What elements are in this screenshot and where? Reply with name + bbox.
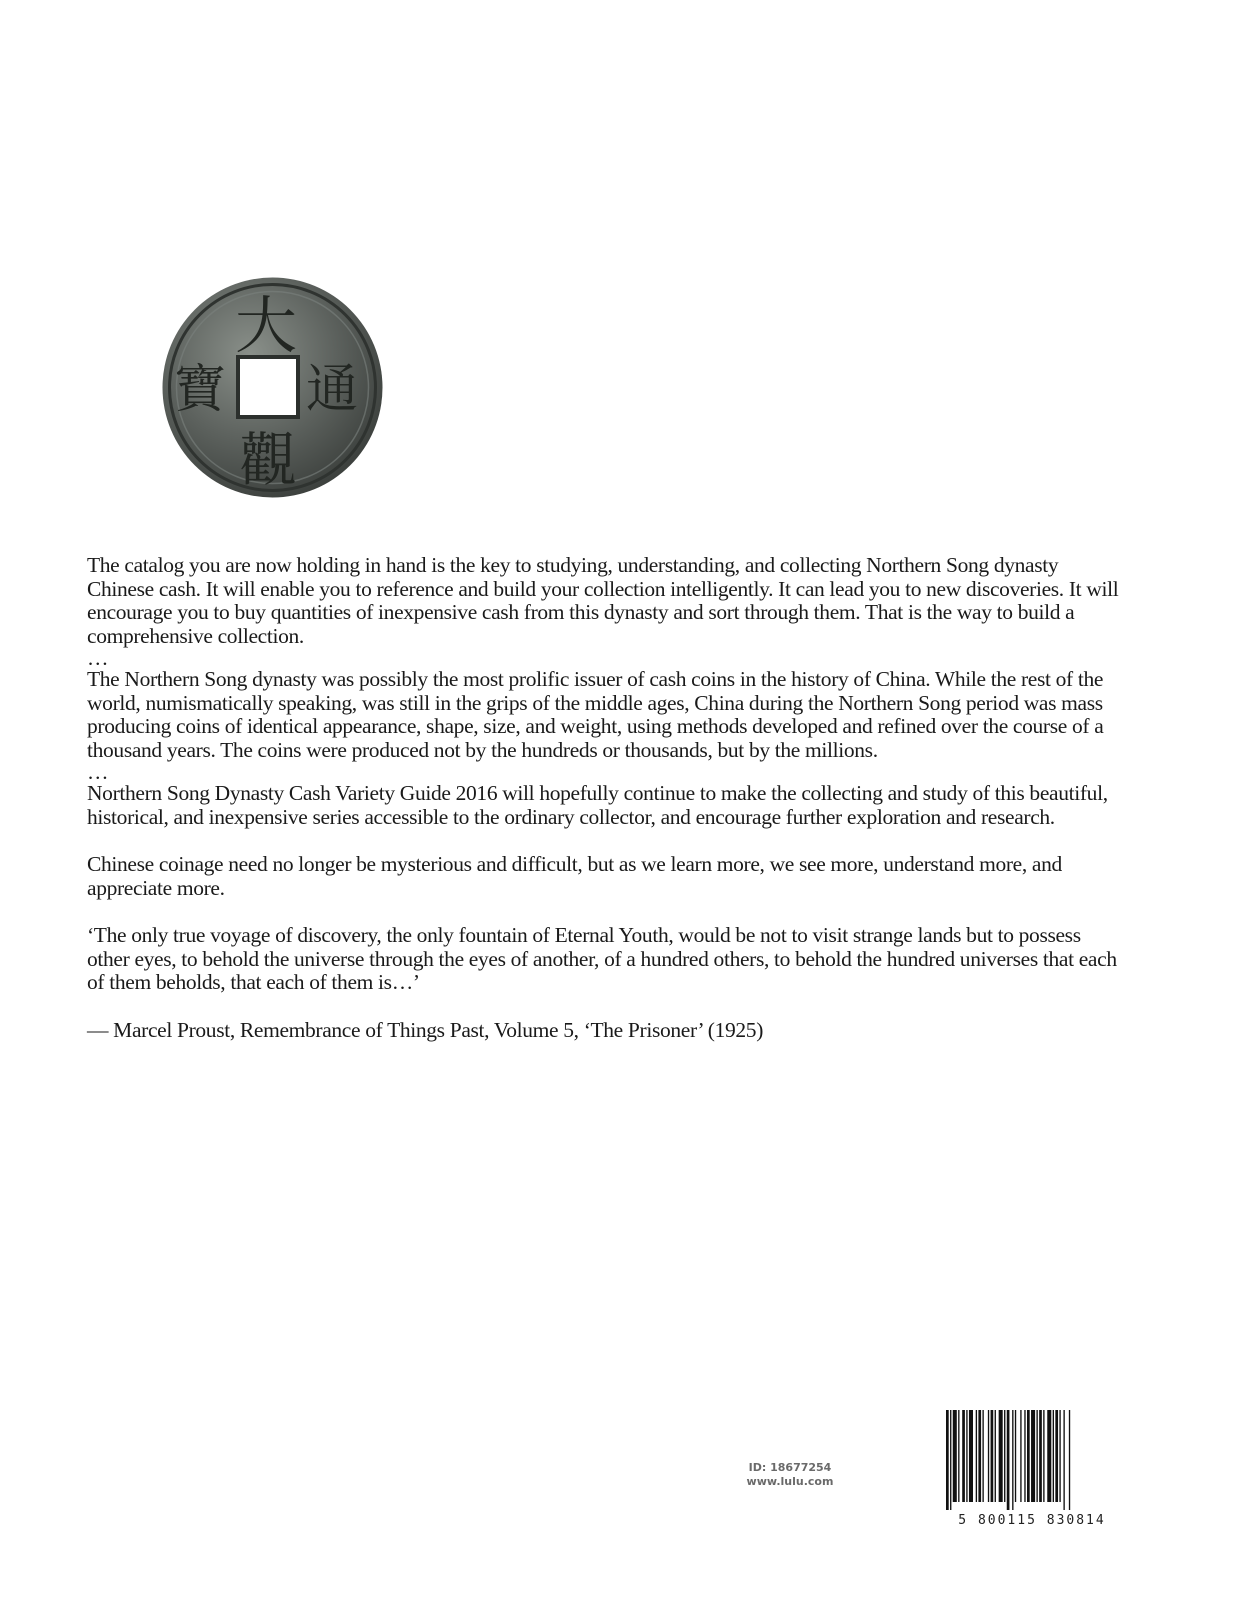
barcode-bar bbox=[946, 1410, 949, 1510]
barcode-bar bbox=[976, 1410, 977, 1502]
barcode-bar bbox=[966, 1410, 967, 1502]
coinage-paragraph: Chinese coinage need no longer be mysterious and difficult, but as we learn more, we see more, understand more, and appreciate more. bbox=[87, 852, 1062, 900]
barcode-bar bbox=[995, 1410, 996, 1502]
barcode bbox=[940, 1408, 1125, 1528]
barcode-bar bbox=[991, 1410, 994, 1502]
barcode-number: 5 800115 830814 bbox=[958, 1513, 1106, 1528]
barcode-bar bbox=[1020, 1410, 1021, 1502]
barcode-bar bbox=[1047, 1410, 1051, 1502]
barcode-bar bbox=[962, 1410, 965, 1502]
barcode-bar bbox=[978, 1410, 981, 1502]
ellipsis-separator: … bbox=[87, 760, 109, 784]
coin-image bbox=[160, 275, 385, 500]
barcode-bar bbox=[1043, 1410, 1044, 1502]
coin-char-bottom: 觀 bbox=[238, 426, 298, 494]
barcode-bar bbox=[969, 1410, 973, 1502]
barcode-bar bbox=[1055, 1410, 1058, 1502]
history-paragraph: The Northern Song dynasty was possibly the most prolific issuer of cash coins in the history of China. While the rest of the world, numismatically speaking, was still in the grips of the middle ages, China during the Northern Song period was mass producing coins of identical appearance, shape, size, and weight, using methods developed and refined over the course of a thousand years. The coins were produced not by the hundreds or thousands, but by the millions. bbox=[87, 667, 1104, 762]
barcode-bar bbox=[1012, 1410, 1013, 1510]
barcode-bar bbox=[1036, 1410, 1037, 1502]
barcode-bar bbox=[988, 1410, 989, 1502]
guide-paragraph: Northern Song Dynasty Cash Variety Guide 2016 will hopefully continue to make the collecting and study of this beautiful, historical, and inexpensive series accessible to the ordinary collector, and encourage further exploration and research. bbox=[87, 781, 1108, 829]
quote-attribution: — Marcel Proust, Remembrance of Things Past, Volume 5, ‘The Prisoner’ (1925) bbox=[87, 1017, 764, 1042]
coin-char-top: 大 bbox=[234, 289, 298, 362]
barcode-bar bbox=[1053, 1410, 1054, 1502]
barcode-bar bbox=[1031, 1410, 1035, 1502]
lulu-website: www.lulu.com bbox=[746, 1475, 834, 1488]
coin-char-right: 通 bbox=[305, 360, 359, 420]
barcode-bar bbox=[999, 1410, 1003, 1502]
barcode-bar bbox=[1004, 1410, 1005, 1502]
barcode-bar bbox=[950, 1410, 951, 1510]
intro-paragraph: The catalog you are now holding in hand is the key to studying, understanding, and collecting Northern Song dynasty Chinese cash. It will enable you to reference and build your collection intelligently. It can lead you to new discoveries. It will encourage you to buy quantities of inexpensive cash from this dynasty and sort through them. That is the way to build a comprehensive collection. bbox=[87, 553, 1119, 648]
barcode-bar bbox=[958, 1410, 959, 1502]
barcode-bar bbox=[1015, 1410, 1016, 1502]
barcode-bar bbox=[1069, 1410, 1070, 1510]
barcode-bar bbox=[1024, 1410, 1025, 1502]
barcode-bar bbox=[1059, 1410, 1060, 1502]
barcode-bar bbox=[1027, 1410, 1030, 1502]
coin-char-left: 寶 bbox=[173, 360, 227, 420]
barcode-bar bbox=[1063, 1410, 1064, 1510]
lulu-id: ID: 18677254 bbox=[748, 1461, 832, 1474]
ellipsis-separator: … bbox=[87, 646, 109, 670]
lulu-label bbox=[720, 1461, 860, 1489]
barcode-bar bbox=[1039, 1410, 1042, 1502]
barcode-bar bbox=[1007, 1410, 1010, 1510]
back-cover-text bbox=[87, 554, 1127, 1042]
barcode-bar bbox=[953, 1410, 957, 1502]
proust-quote: ‘The only true voyage of discovery, the only fountain of Eternal Youth, would be not to visit strange lands but to possess other eyes, to behold the universe through the eyes of another, of a hundred others, to behold the hundred universes that each of them beholds, that each of them is…’ bbox=[87, 923, 1117, 994]
barcode-bar bbox=[982, 1410, 983, 1502]
